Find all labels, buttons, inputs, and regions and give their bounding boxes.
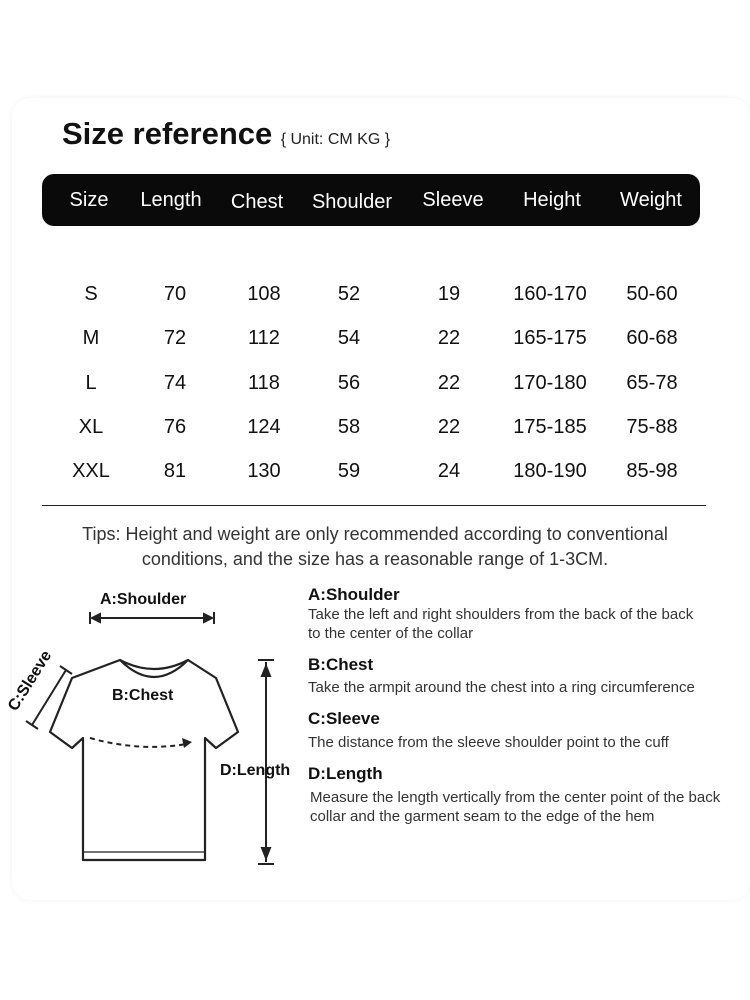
- cell-chest: 112: [248, 327, 280, 349]
- cell-size: XXL: [72, 460, 110, 482]
- cell-length: 81: [163, 460, 187, 482]
- cell-sleeve: 22: [437, 416, 461, 438]
- cell-shoulder: 54: [337, 327, 361, 349]
- table-row: [0, 456, 750, 486]
- cell-chest: 118: [248, 372, 280, 394]
- cell-sleeve: 19: [437, 283, 461, 305]
- desc-title-chest: B:Chest: [308, 655, 374, 674]
- header-sleeve: Sleeve: [422, 189, 484, 211]
- header-shoulder: Shoulder: [311, 191, 393, 213]
- desc-title-sleeve: C:Sleeve: [308, 709, 380, 728]
- cell-chest: 124: [247, 416, 281, 438]
- table-header: [42, 174, 700, 226]
- cell-height: 170-180: [513, 372, 587, 394]
- cell-chest: 130: [247, 460, 281, 482]
- cell-height: 175-185: [513, 416, 587, 438]
- page-title: [62, 116, 390, 152]
- cell-shoulder: 52: [337, 283, 361, 305]
- cell-length: 72: [163, 327, 187, 349]
- table-row: [0, 412, 750, 442]
- header-height: Height: [523, 189, 581, 211]
- title-main: Size reference: [62, 116, 273, 151]
- header-length: Length: [140, 189, 202, 211]
- table-row: [0, 279, 750, 309]
- cell-weight: 50-60: [626, 283, 678, 305]
- cell-weight: 60-68: [626, 327, 678, 349]
- cell-height: 180-190: [513, 460, 587, 482]
- table-row: [0, 368, 750, 398]
- desc-title-length: D:Length: [308, 764, 383, 783]
- desc-text-length: Measure the length vertically from the center point of the back collar and the garment seam to the edge of the hem: [310, 789, 721, 825]
- cell-weight: 65-78: [626, 372, 678, 394]
- cell-sleeve: 22: [437, 327, 461, 349]
- desc-text-sleeve: The distance from the sleeve shoulder point to the cuff: [308, 734, 669, 751]
- cell-height: 165-175: [513, 327, 587, 349]
- cell-weight: 85-98: [626, 460, 678, 482]
- chest-arrow-icon: [90, 738, 186, 747]
- cell-weight: 75-88: [626, 416, 678, 438]
- title-unit: { Unit: CM KG }: [280, 131, 391, 148]
- cell-shoulder: 58: [337, 416, 361, 438]
- cell-chest: 108: [247, 283, 281, 305]
- cell-height: 160-170: [513, 283, 587, 305]
- cell-size: S: [84, 283, 98, 305]
- desc-title-shoulder: A:Shoulder: [308, 585, 400, 604]
- divider: [42, 505, 706, 506]
- table-row: [0, 323, 750, 353]
- cell-length: 74: [163, 372, 187, 394]
- header-size: Size: [69, 189, 109, 211]
- shoulder-label: A:Shoulder: [100, 591, 187, 608]
- cell-size: XL: [78, 416, 104, 438]
- tshirt-diagram: [0, 578, 310, 878]
- cell-size: L: [85, 372, 97, 394]
- cell-size: M: [82, 327, 100, 349]
- header-weight: Weight: [620, 189, 682, 211]
- cell-sleeve: 22: [437, 372, 461, 394]
- cell-sleeve: 24: [437, 460, 461, 482]
- length-label: D:Length: [220, 762, 291, 779]
- sleeve-label: C:Sleeve: [4, 647, 56, 715]
- cell-shoulder: 56: [337, 372, 361, 394]
- tips-text: Tips: Height and weight are only recommended according to conventional conditions, and the size has a reasonable range of 1-3CM.: [82, 524, 668, 569]
- cell-shoulder: 59: [337, 460, 361, 482]
- chest-label: B:Chest: [112, 687, 174, 704]
- cell-length: 70: [163, 283, 187, 305]
- cell-length: 76: [163, 416, 187, 438]
- header-chest: Chest: [230, 191, 284, 213]
- desc-text-shoulder: Take the left and right shoulders from the back of the back to the center of the collar: [308, 606, 694, 642]
- desc-text-chest: Take the armpit around the chest into a ring circumference: [308, 679, 695, 696]
